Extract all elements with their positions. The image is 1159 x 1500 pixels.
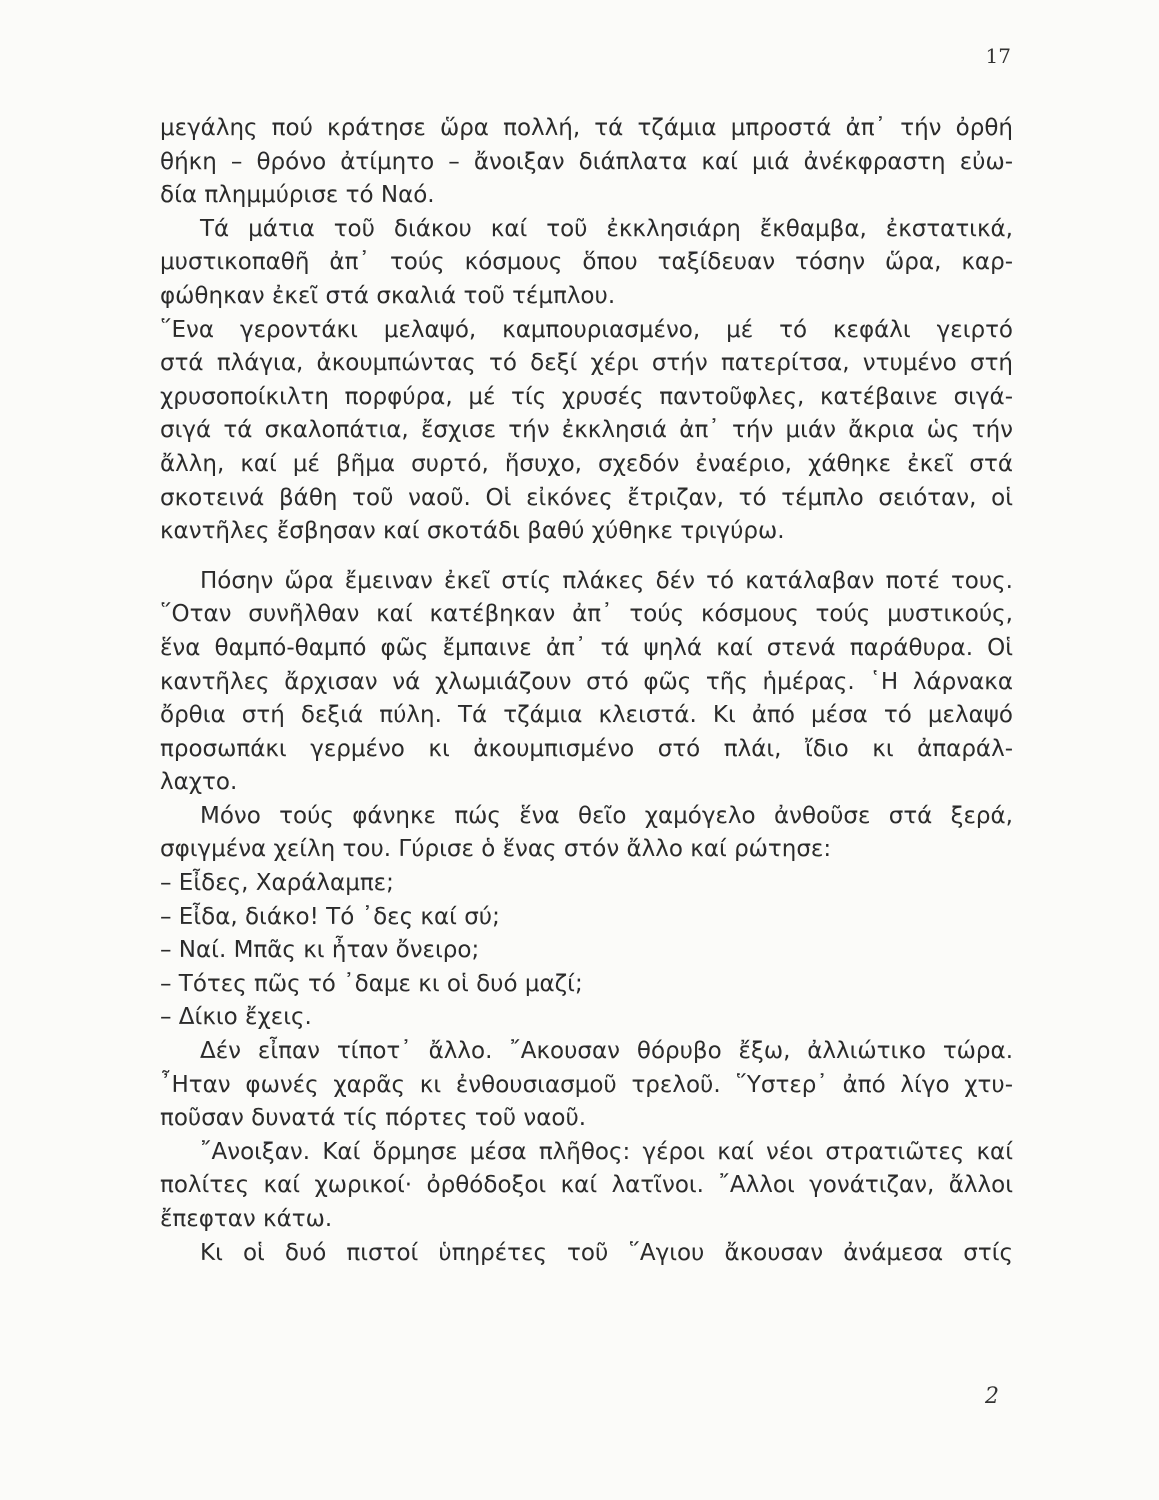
text-line: σιγά τά σκαλοπάτια, ἔσχισε τήν ἐκκλησιά ἀπ᾽ τήν μιάν ἄκρια ὡς τήν [160, 417, 1013, 444]
text-line: ὄρθια στή δεξιά πύλη. Τά τζάμια κλειστά. Κι ἀπό μέσα τό μελαψό [160, 702, 1013, 729]
text-line: καντῆλες ἔσβησαν καί σκοτάδι βαθύ χύθηκε τριγύρω. [160, 518, 785, 545]
text-line: ἕνα θαμπό-θαμπό φῶς ἔμπαινε ἀπ᾽ τά ψηλά καί στενά παράθυρα. Οἱ [160, 634, 1013, 661]
text-line: Τά μάτια τοῦ διάκου καί τοῦ ἐκκλησιάρη ἔκθαμβα, ἐκστατικά, [200, 215, 1013, 242]
text-line: χρυσοποίκιλτη πορφύρα, μέ τίς χρυσές παντοῦφλες, κατέβαινε σιγά- [160, 383, 1013, 410]
paragraph-6 [160, 1035, 1013, 1136]
paragraph-5 [160, 800, 1013, 867]
page-number: 17 [985, 44, 1011, 68]
text-line: Κι οἱ δυό πιστοί ὑπηρέτες τοῦ ῞Αγιου ἄκουσαν ἀνάμεσα στίς [200, 1239, 1013, 1266]
dialogue-line: – Δίκιο ἔχεις. [160, 1004, 312, 1031]
text-line: φώθηκαν ἐκεῖ στά σκαλιά τοῦ τέμπλου. [160, 282, 616, 309]
text-line: μυστικοπαθῆ ἀπ᾽ τούς κόσμους ὅπου ταξίδευαν τόσην ὥρα, καρ- [160, 249, 1013, 276]
text-line: θήκη – θρόνο ἀτίμητο – ἄνοιξαν διάπλατα καί μιά ἀνέκφραστη εὐω- [160, 148, 1013, 175]
text-line: ῞Ενα γεροντάκι μελαψό, καμπουριασμένο, μέ τό κεφάλι γειρτό [160, 316, 1013, 343]
paragraph-4 [160, 565, 1013, 800]
text-line: ἔπεφταν κάτω. [160, 1206, 333, 1232]
text-line: μεγάλης πού κράτησε ὥρα πολλή, τά τζάμια μπροστά ἀπ᾽ τήν ὀρθή [160, 115, 1013, 141]
text-line: δία πλημμύρισε τό Ναό. [160, 182, 435, 209]
text-line: ῞Οταν συνῆλθαν καί κατέβηκαν ἀπ᾽ τούς κόσμους τούς μυστικούς, [160, 601, 1013, 628]
text-line: στά πλάγια, ἀκουμπώντας τό δεξί χέρι στήν πατερίτσα, ντυμένο στή [160, 350, 1013, 377]
dialogue-line: – Εἶδες, Χαράλαμπε; [160, 870, 394, 897]
dialogue-line: – Ναί. Μπᾶς κι ἦταν ὄνειρο; [160, 937, 480, 964]
text-line: ποῦσαν δυνατά τίς πόρτες τοῦ ναοῦ. [160, 1105, 587, 1132]
paragraph-1 [160, 112, 1013, 213]
text-line: ῏Ηταν φωνές χαρᾶς κι ἐνθουσιασμοῦ τρελοῦ. ῞Υστερ᾽ ἀπό λίγο χτυ- [160, 1071, 1013, 1098]
text-line: λαχτο. [160, 769, 238, 796]
signature-mark: 2 [985, 1384, 999, 1409]
text-line: προσωπάκι γερμένο κι ἀκουμπισμένο στό πλάι, ἴδιο κι ἀπαράλ- [160, 735, 1013, 762]
dialogue-block [160, 867, 1013, 1035]
body-text [160, 112, 1013, 1270]
text-line: Δέν εἶπαν τίποτ᾽ ἄλλο. ῎Ακουσαν θόρυβο ἔξω, ἀλλιώτικο τώρα. [200, 1038, 1013, 1065]
text-line: σφιγμένα χείλη του. Γύρισε ὁ ἕνας στόν ἄλλο καί ρώτησε: [160, 836, 832, 863]
text-line: πολίτες καί χωρικοί· ὀρθόδοξοι καί λατῖνοι. ῎Αλλοι γονάτιζαν, ἄλλοι [160, 1172, 1013, 1199]
paragraph-2 [160, 213, 1013, 314]
text-line: ῎Ανοιξαν. Καί ὅρμησε μέσα πλῆθος: γέροι καί νέοι στρατιῶτες καί [200, 1138, 1013, 1165]
dialogue-line: – Εἶδα, διάκο! Τό ᾽δες καί σύ; [160, 903, 500, 930]
paragraph-gap [160, 549, 1013, 565]
text-line: ἄλλη, καί μέ βῆμα συρτό, ἥσυχο, σχεδόν ἐναέριο, χάθηκε ἐκεῖ στά [160, 450, 1013, 477]
text-line: Μόνο τούς φάνηκε πώς ἕνα θεῖο χαμόγελο ἀνθοῦσε στά ξερά, [200, 802, 1013, 829]
text-line: σκοτεινά βάθη τοῦ ναοῦ. Οἱ εἰκόνες ἔτριζαν, τό τέμπλο σειόταν, οἱ [160, 484, 1013, 511]
text-line: καντῆλες ἄρχισαν νά χλωμιάζουν στό φῶς τῆς ἡμέρας. ῾Η λάρνακα [160, 668, 1013, 695]
text-line: Πόσην ὥρα ἔμειναν ἐκεῖ στίς πλάκες δέν τό κατάλαβαν ποτέ τους. [200, 567, 1013, 594]
paragraph-3 [160, 314, 1013, 549]
dialogue-line: – Τότες πῶς τό ᾽δαμε κι οἱ δυό μαζί; [160, 970, 583, 997]
paragraph-8 [160, 1237, 1013, 1271]
paragraph-7 [160, 1136, 1013, 1237]
